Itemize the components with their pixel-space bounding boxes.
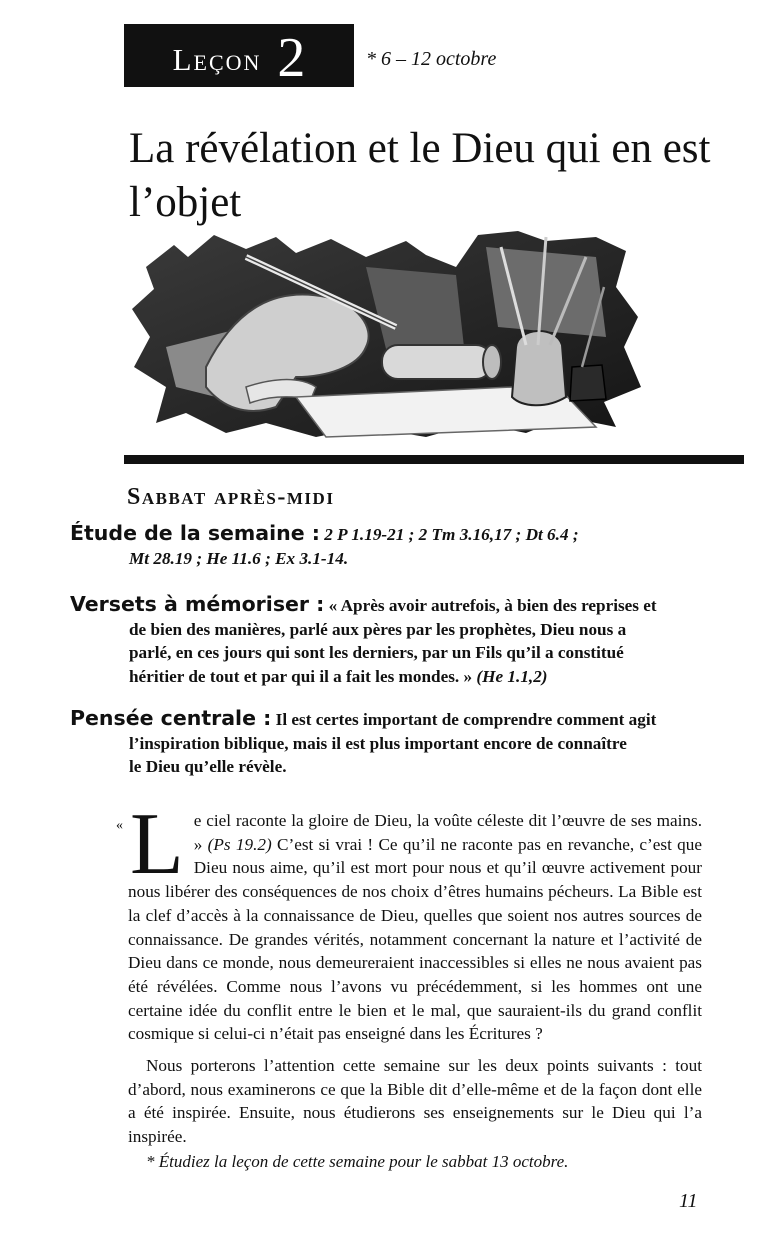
memory-verse-block — [70, 593, 702, 688]
opening-quote-mark: « — [116, 818, 123, 833]
intro-para1-ref: (Ps 19.2) — [207, 834, 272, 854]
study-refs-line2: Mt 28.19 ; He 11.6 ; Ex 3.1-14. — [129, 548, 349, 568]
memory-verse-line4: héritier de tout et par qui il a fait les mondes. » — [129, 666, 473, 686]
memory-verse-label: Versets à mémoriser : — [70, 592, 325, 616]
section-divider — [124, 455, 744, 464]
writing-hand-scroll-inkwell-illustration — [126, 227, 648, 441]
lesson-label: Leçon — [172, 41, 262, 77]
lesson-badge — [124, 24, 354, 87]
memory-verse-line2: de bien des manières, parlé aux pères par les prophètes, Dieu nous a — [129, 619, 627, 639]
intro-para1-a: e ciel raconte la gloire de Dieu, la voûte céleste dit l’œuvre de ses mains. » — [193, 811, 702, 854]
lesson-dates: * 6 – 12 octobre — [366, 48, 497, 70]
study-label: Étude de la semaine : — [70, 521, 320, 545]
memory-verse-line4-wrapper — [70, 665, 702, 689]
intro-para1-b: C’est si vrai ! Ce qu’il ne raconte pas en revanche, c’est que Dieu nous aime, qu’il est mort pour nous et qu’il œuvre activement pour nous libérer des conséquences de nos choix d’êtres humains pécheurs. La Bible est la clef d’accès à la connaissance de Dieu, quelles que soient nos autres sources de connaissance. De grandes vérités, notamment concernant la nature et l’activité de Dieu dans ce monde, nous demeureraient inaccessibles si elles ne nous avaient pas été révélées. Comme nous l’avons vu précédemment, si les hommes ont une certaine idée du conflit entre le bien et le mal, que sauraient-ils du grand conflit cosmique si celui-ci n’était pas enseigné dans les Écritures ? — [128, 834, 703, 1044]
section-heading: Sabbat après-midi — [127, 484, 335, 510]
page-number: 11 — [679, 1190, 698, 1212]
intro-paragraph-1 — [128, 796, 703, 1046]
memory-verse-reference: (He 1.1,2) — [476, 666, 548, 686]
memory-verse-line1: « Après avoir autrefois, à bien des reprises et — [328, 596, 657, 615]
intro-paragraph-2: Nous porterons l’attention cette semaine sur les deux points suivants : tout d’abord, nous examinerons ce que la Bible dit d’elle-même et de la façon dont elle a été inspirée. Ensuite, nous étudierons ses enseignements sur le Dieu qui l’a inspirée. — [128, 1056, 702, 1147]
central-thought-line1: Il est certes important de comprendre comment agit — [275, 710, 657, 729]
central-thought-line2: l’inspiration biblique, mais il est plus important encore de connaître — [129, 733, 627, 753]
intro-text — [128, 796, 703, 1149]
memory-verse-line3: parlé, en ces jours qui sont les derniers, par un Fils qu’il a constitué — [129, 643, 624, 662]
central-thought-line3: le Dieu qu’elle révèle. — [129, 757, 287, 776]
page-title: La révélation et le Dieu qui en est l’objet — [129, 125, 711, 226]
study-note: * Étudiez la leçon de cette semaine pour le sabbat 13 octobre. — [146, 1152, 569, 1171]
central-thought-block — [70, 707, 702, 779]
study-block — [70, 522, 702, 570]
central-thought-label: Pensée centrale : — [70, 706, 272, 730]
drop-cap: L — [130, 796, 184, 893]
study-refs-line1: 2 P 1.19-21 ; 2 Tm 3.16,17 ; Dt 6.4 ; — [324, 525, 579, 544]
lesson-number: 2 — [277, 26, 306, 89]
